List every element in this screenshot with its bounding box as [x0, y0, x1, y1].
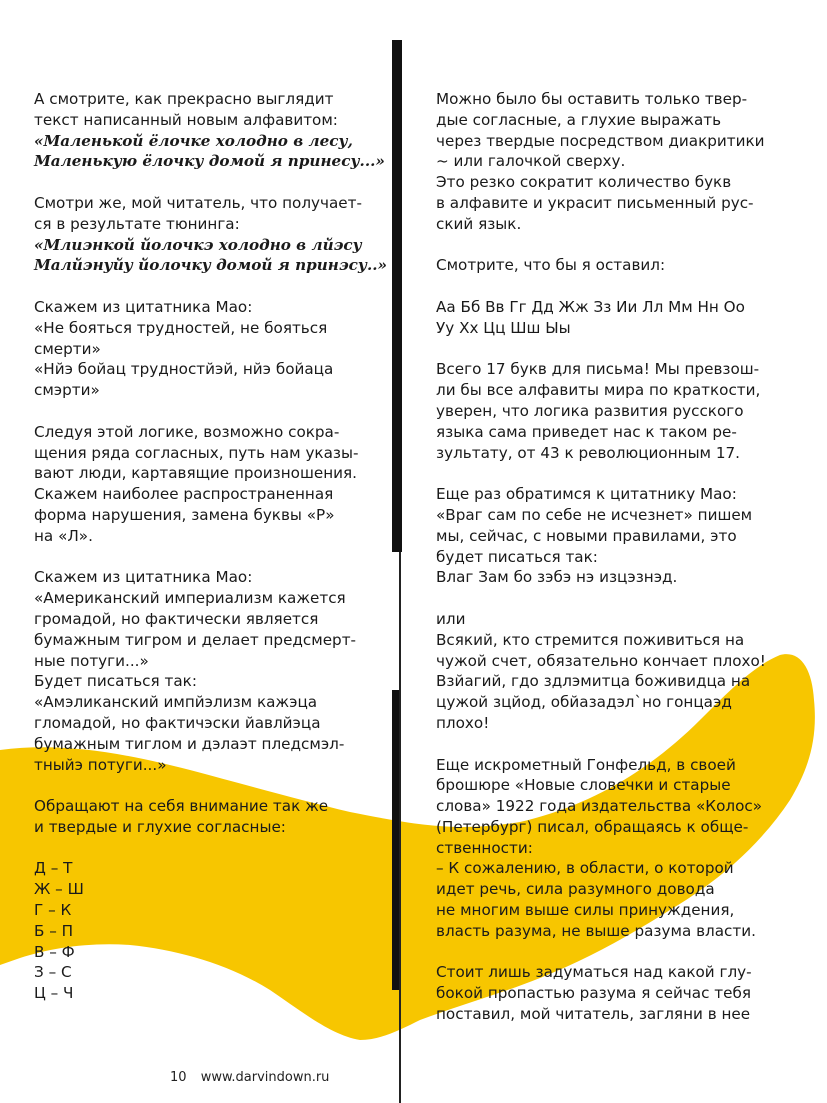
text-line: Смотри же, мой читатель, что получает- [34, 193, 362, 212]
text-line: через твердые посредством диакритики [436, 131, 765, 150]
paragraph-gap [34, 172, 382, 193]
column-divider [392, 40, 402, 552]
column-divider-thin [399, 552, 401, 1103]
text-line: Всего 17 букв для письма! Мы превзош- [436, 360, 760, 379]
text-line: Скажем из цитатника Мао: [34, 297, 253, 316]
text-line: вают люди, картавящие произношения. [34, 464, 357, 483]
text-line: Будет писаться так: [34, 672, 197, 691]
text-line: уверен, что логика развития русского [436, 401, 744, 420]
text-line: Следуя этой логике, возможно сокра- [34, 422, 340, 441]
text-line: языка сама приведет нас к таком ре- [436, 422, 737, 441]
text-line: Стоит лишь задуматься над какой глу- [436, 963, 752, 982]
paragraph-gap [436, 339, 776, 360]
text-line: дые согласные, а глухие выражать [436, 110, 722, 129]
text-line: щения ряда согласных, путь нам указы- [34, 443, 359, 462]
paragraph-gap [436, 942, 776, 963]
paragraph-gap [436, 588, 776, 609]
text-line: Влаг Зам бо зэбэ нэ изцэзнэд. [436, 568, 678, 587]
text-line: на «Л». [34, 526, 93, 545]
text-line: Скажем наиболее распространенная [34, 485, 334, 504]
text-line: «Не бояться трудностей, не бояться [34, 318, 328, 337]
text-line: Можно было бы оставить только твер- [436, 90, 748, 108]
text-line: в алфавите и украсит письменный рус- [436, 193, 754, 212]
text-line: Д – Т [34, 859, 73, 878]
text-line: – К сожалению, в области, о которой [436, 859, 734, 878]
text-line: Это резко сократит количество букв [436, 173, 732, 192]
text-line: ли бы все алфавиты мира по краткости, [436, 381, 761, 400]
paragraph-gap [34, 401, 382, 422]
text-line: зультату, от 43 к революционным 17. [436, 443, 740, 462]
text-line: гломадой, но фактичэски йавлйэца [34, 713, 321, 732]
text-line: и твердые и глухие согласные: [34, 817, 286, 836]
paragraph-gap [436, 463, 776, 484]
text-line: цужой зцйод, обйазадэл`но гонцаэд [436, 693, 732, 712]
text-line: ные потуги...» [34, 651, 149, 670]
text-line: «Нйэ бойац трудностйэй, нйэ бойаца [34, 360, 334, 379]
text-line: смэрти» [34, 381, 100, 400]
quote-line: Маленькую ёлочку домой я принесу...» [34, 152, 385, 171]
text-line: Взйагий, гдо здлэмитца боживидца на [436, 672, 751, 691]
text-line: Смотрите, что бы я оставил: [436, 256, 666, 275]
text-line: «Враг сам по себе не исчезнет» пишем [436, 505, 753, 524]
text-line: Всякий, кто стремится поживиться на [436, 630, 745, 649]
text-line: форма нарушения, замена буквы «Р» [34, 505, 335, 524]
quote-line: «Маленькой ёлочке холодно в лесу, [34, 131, 353, 150]
text-line: плохо! [436, 713, 490, 732]
text-line: чужой счет, обязательно кончает плохо! [436, 651, 766, 670]
text-line: Б – П [34, 921, 74, 940]
text-line: смерти» [34, 339, 101, 358]
site-url[interactable]: www.darvindown.ru [200, 1070, 330, 1085]
text-line: (Петербург) писал, обращаясь к обще- [436, 817, 749, 836]
text-line: текст написанный новым алфавитом: [34, 110, 338, 129]
text-line: Обращают на себя внимание так же [34, 797, 329, 816]
text-line: ственности: [436, 838, 533, 857]
text-line: бумажным тигром и делает предсмерт- [34, 630, 357, 649]
paragraph-gap [436, 734, 776, 755]
text-line: Ж – Ш [34, 880, 84, 899]
text-line: не многим выше силы принуждения, [436, 901, 735, 920]
text-line: Скажем из цитатника Мао: [34, 568, 253, 587]
page-footer [170, 1070, 339, 1085]
text-line: Уу Хх Цц Шш Ыы [436, 318, 571, 337]
text-line: бумажным тиглом и дэлаэт пледсмэл- [34, 734, 345, 753]
text-line: мы, сейчас, с новыми правилами, это [436, 526, 737, 545]
text-line: Г – К [34, 901, 72, 920]
quote-line: Малйэнуйу йолочку домой я принэсу..» [34, 256, 388, 275]
text-line: ся в результате тюнинга: [34, 214, 240, 233]
quote-line: «Млиэнкой йолочкэ холодно в лйэсу [34, 235, 362, 254]
text-line: бокой пропастью разума я сейчас тебя [436, 984, 751, 1003]
text-line: В – Ф [34, 942, 75, 961]
right-text-column [436, 89, 776, 1025]
text-line: Ц – Ч [34, 984, 74, 1003]
paragraph-gap [34, 838, 382, 859]
text-line: идет речь, сила разумного довода [436, 880, 715, 899]
text-line: брошюре «Новые словечки и старые [436, 776, 731, 795]
text-line: или [436, 609, 466, 628]
text-line: Аа Бб Вв Гг Дд Жж Зз Ии Лл Мм Нн Оо [436, 297, 745, 316]
page-number: 10 [170, 1070, 187, 1085]
paragraph-gap [34, 775, 382, 796]
text-line: А смотрите, как прекрасно выглядит [34, 90, 334, 108]
text-line: «Амэликанский импйэлизм кажэца [34, 693, 318, 712]
text-line: тныйэ потуги...» [34, 755, 167, 774]
paragraph-gap [436, 235, 776, 256]
text-line: будет писаться так: [436, 547, 598, 566]
text-line: слова» 1922 года издательства «Колос» [436, 797, 763, 816]
text-line: З – С [34, 963, 72, 982]
paragraph-gap [34, 547, 382, 568]
text-line: ский язык. [436, 214, 522, 233]
text-line: «Американский империализм кажется [34, 589, 346, 608]
text-line: ~ или галочкой сверху. [436, 152, 626, 171]
text-line: Еще раз обратимся к цитатнику Мао: [436, 485, 737, 504]
text-line: власть разума, не выше разума власти. [436, 921, 756, 940]
text-line: поставил, мой читатель, загляни в нее [436, 1005, 751, 1024]
text-line: громадой, но фактически является [34, 609, 319, 628]
paragraph-gap [34, 276, 382, 297]
text-line: Еще искрометный Гонфельд, в своей [436, 755, 736, 774]
left-text-column [34, 89, 388, 1004]
paragraph-gap [436, 276, 776, 297]
